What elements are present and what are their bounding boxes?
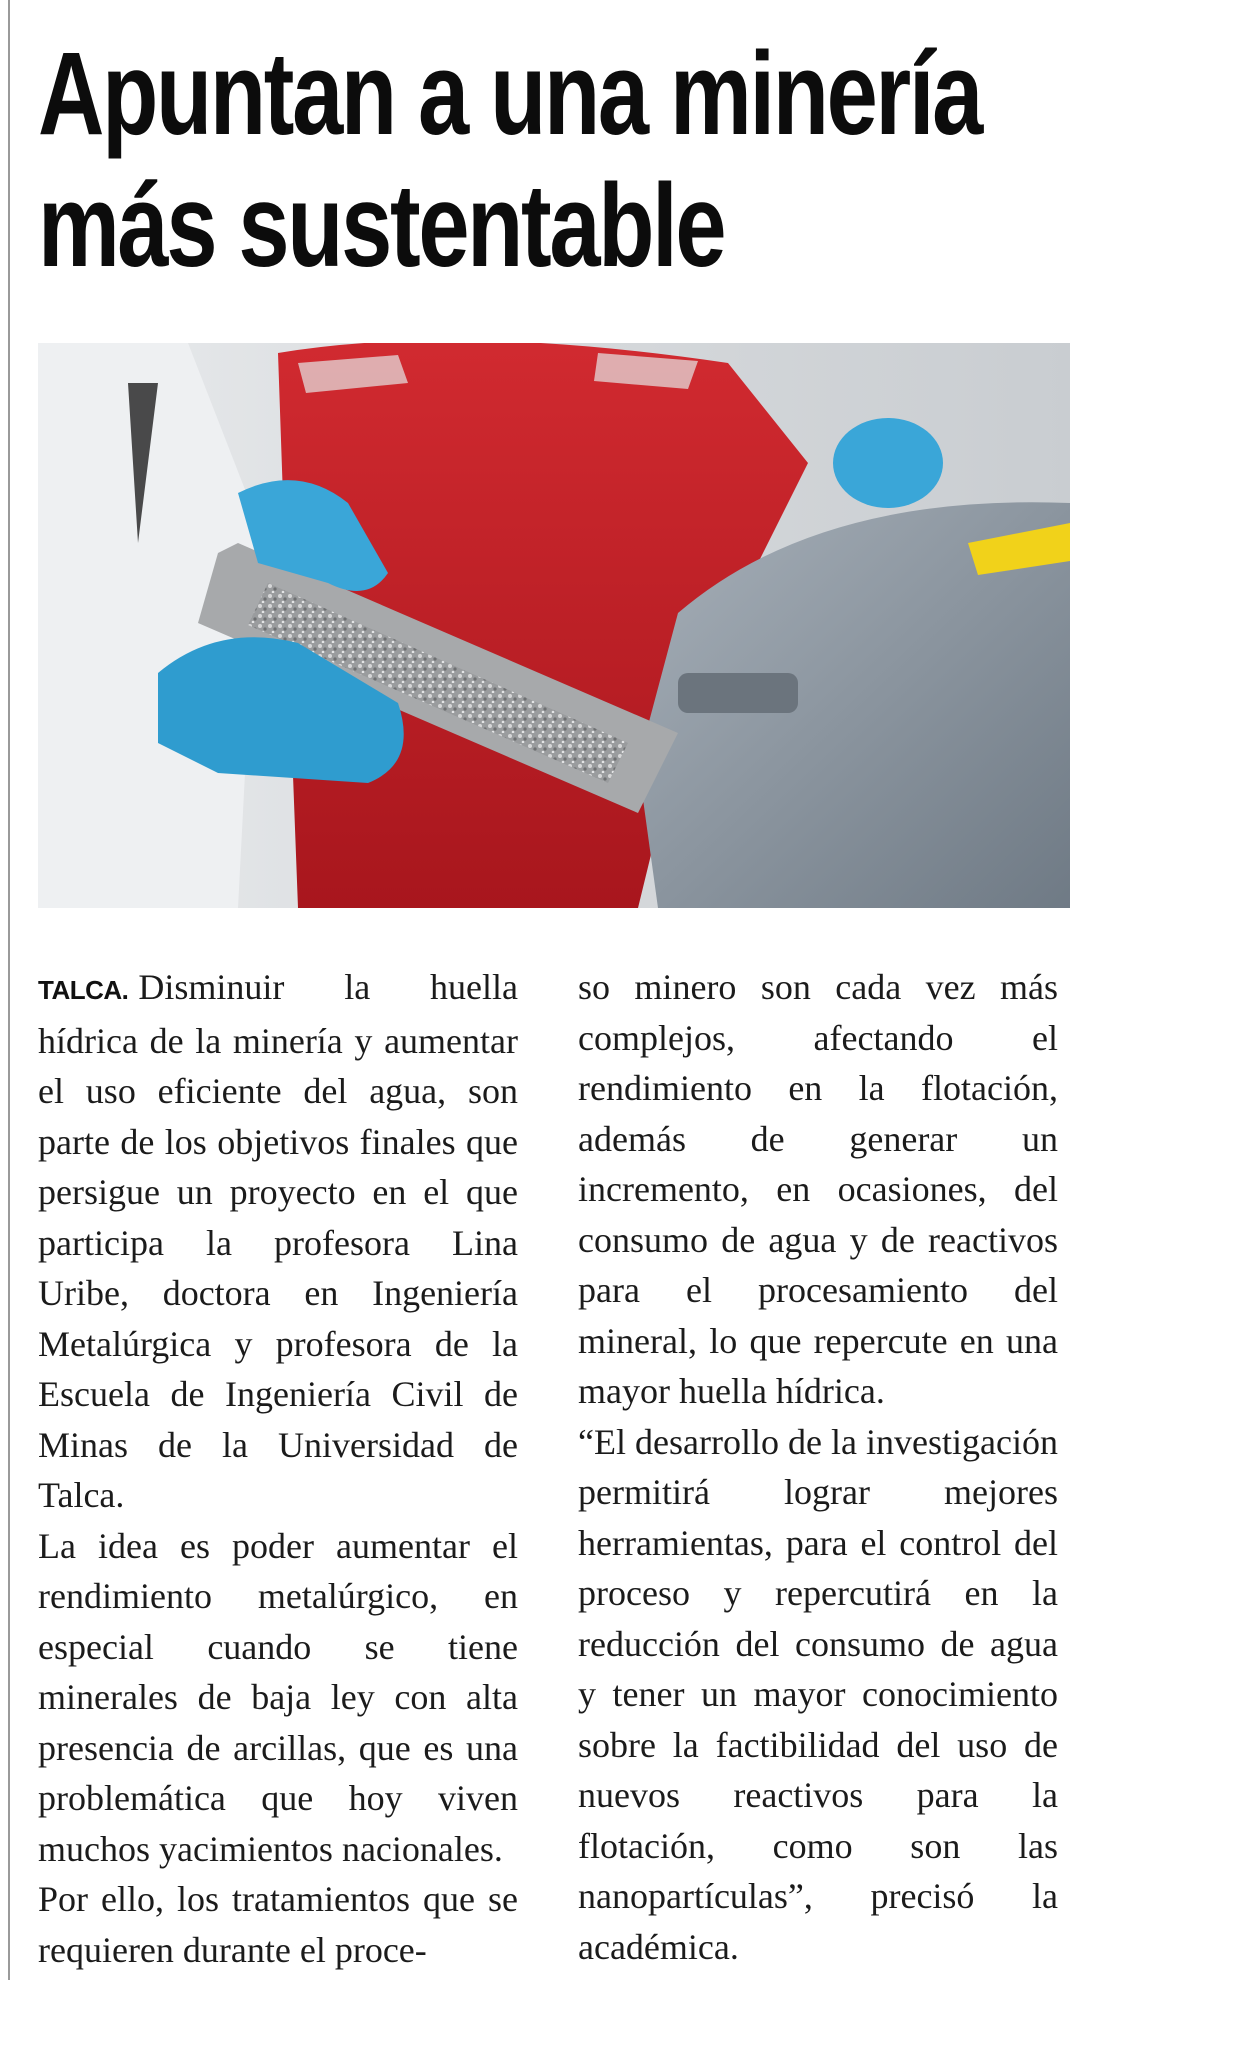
paragraph	[38, 962, 518, 1521]
headline-line-2: más sustentable	[38, 160, 725, 292]
paragraph: “El desarrollo de la investigación permitirá lograr mejores herramientas, para el control del proceso y repercutirá en la reducción del consumo de agua y tener un mayor conocimiento sobre la factibilidad del uso de nuevos reactivos para la flotación, como son las nanopartículas”, precisó la académica.	[578, 1421, 1058, 1967]
article-column-left	[38, 962, 518, 1975]
dateline: TALCA.	[38, 975, 129, 1005]
paragraph-text: Disminuir la huella hídrica de la minería y aumentar el uso eficiente del agua, son parte de los objetivos finales que persigue un proyecto en el que participa la profesora Lina Uribe, doctora en Ingeniería Metalúrgica y profesora de la Escuela de Ingeniería Civil de Minas de la Universidad de Talca.	[38, 967, 518, 1515]
blue-glove-right	[833, 418, 943, 508]
paragraph: Por ello, los tratamientos que se requieren durante el proce-	[38, 1879, 518, 1970]
headline	[38, 28, 981, 292]
page-margin-rule	[8, 0, 10, 1980]
article-photo	[38, 343, 1070, 908]
article-column-right	[578, 962, 1058, 1972]
paragraph: La idea es poder aumentar el rendimiento metalúrgico, en especial cuando se tiene minerales de baja ley con alta presencia de arcillas, que es una problemática que hoy viven muchos yacimientos nacionales.	[38, 1525, 518, 1869]
headline-line-1: Apuntan a una minería	[38, 28, 981, 160]
paragraph: so minero son cada vez más complejos, afectando el rendimiento en la flotación, además de generar un incremento, en ocasiones, del consumo de agua y de reactivos para el procesamiento del mineral, lo que repercute en una mayor huella hídrica.	[578, 967, 1058, 1411]
